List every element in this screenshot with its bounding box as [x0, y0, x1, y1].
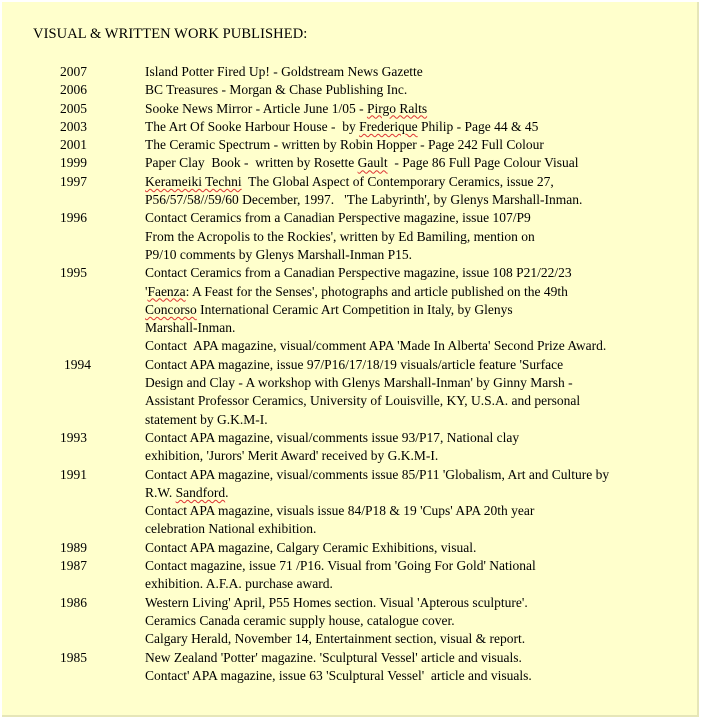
entry-line: Kerameiki Techni The Global Aspect of Contemporary Ceramics, issue 27, [145, 173, 554, 189]
entry-line: 'Faenza: A Feast for the Senses', photographs and article published on the 49th [145, 283, 568, 299]
entry-line: Contact APA magazine, visuals issue 84/P18 & 19 'Cups' APA 20th year [145, 503, 535, 519]
entry-line: Marshall-Inman. [145, 320, 236, 336]
entry-line: Island Potter Fired Up! - Goldstream News Gazette [145, 64, 423, 79]
entry-year: 1989 [60, 539, 87, 555]
entry-line: The Ceramic Spectrum - written by Robin Hopper - Page 242 Full Colour [145, 137, 544, 153]
entry-line: Contact' APA magazine, issue 63 'Sculptural Vessel' article and visuals. [145, 667, 532, 683]
entry-year: 2007 [60, 64, 87, 79]
entry-year: 1991 [60, 466, 87, 482]
entry-line: Calgary Herald, November 14, Entertainment section, visual & report. [145, 631, 526, 647]
entry-year: 1996 [60, 210, 87, 226]
entry-line: Design and Clay - A workshop with Glenys Marshall-Inman' by Ginny Marsh - [145, 375, 573, 391]
publication-entry [2, 209, 699, 264]
entry-line: statement by G.K.M-I. [145, 411, 268, 427]
entry-line: Contact APA magazine, visual/comments issue 93/P17, National clay [145, 429, 520, 445]
publication-entry [2, 466, 699, 539]
entry-year: 2001 [60, 137, 87, 153]
entry-year: 1997 [60, 173, 87, 189]
section-heading: VISUAL & WRITTEN WORK PUBLISHED: [33, 26, 308, 42]
entry-line: Contact APA magazine, Calgary Ceramic Exhibitions, visual. [145, 539, 477, 555]
entry-line: Assistant Professor Ceramics, University of Louisville, KY, U.S.A. and personal [145, 393, 581, 409]
entry-year: 2003 [60, 118, 87, 134]
entry-line: New Zealand 'Potter' magazine. 'Sculptural Vessel' article and visuals. [145, 649, 522, 665]
entry-line: The Art Of Sooke Harbour House - by Frederique Philip - Page 44 & 45 [145, 118, 539, 134]
publication-entry [2, 264, 699, 355]
publication-entry [2, 81, 699, 99]
entry-year: 1995 [60, 265, 87, 281]
publication-entry [2, 539, 699, 557]
entry-line: P9/10 comments by Glenys Marshall-Inman P15. [145, 246, 412, 262]
entry-line: Contact Ceramics from a Canadian Perspective magazine, issue 108 P21/22/23 [145, 265, 572, 281]
publication-entry [2, 356, 699, 429]
publication-entry [2, 649, 699, 686]
entry-year: 1985 [60, 649, 87, 665]
entry-line: BC Treasures - Morgan & Chase Publishing Inc. [145, 82, 408, 98]
entry-line: From the Acropolis to the Rockies', written by Ed Bamiling, mention on [145, 228, 535, 244]
entry-line: exhibition. A.F.A. purchase award. [145, 576, 333, 592]
publication-entry [2, 136, 699, 154]
entry-line: Sooke News Mirror - Article June 1/05 - Pirgo Ralts [145, 100, 428, 116]
entry-year: 1987 [60, 558, 87, 574]
entry-line: Contact APA magazine, visual/comments issue 85/P11 'Globalism, Art and Culture by [145, 466, 610, 482]
entry-year: 1999 [60, 155, 87, 171]
entry-year: 1986 [60, 594, 87, 610]
entry-line: Concorso International Ceramic Art Competition in Italy, by Glenys [145, 301, 513, 317]
publication-entry [2, 63, 699, 81]
entry-year: 1993 [60, 429, 87, 445]
entry-year: 1994 [64, 356, 91, 372]
entry-line: celebration National exhibition. [145, 521, 317, 537]
publication-entry [2, 100, 699, 118]
entry-line: exhibition, 'Jurors' Merit Award' received by G.K.M-I. [145, 448, 439, 464]
publication-entry [2, 118, 699, 136]
document-page [2, 2, 699, 717]
entry-line: P56/57/58//59/60 December, 1997. 'The Labyrinth', by Glenys Marshall-Inman. [145, 192, 583, 208]
publication-entry [2, 154, 699, 172]
entry-line: Contact APA magazine, visual/comment APA 'Made In Alberta' Second Prize Award. [145, 338, 607, 354]
publication-entry [2, 429, 699, 466]
entry-line: Contact Ceramics from a Canadian Perspective magazine, issue 107/P9 [145, 210, 531, 226]
entry-line: Ceramics Canada ceramic supply house, catalogue cover. [145, 612, 455, 628]
entry-line: R.W. Sandford. [145, 484, 229, 500]
publication-entry [2, 173, 699, 210]
publication-list [2, 63, 699, 685]
entry-year: 2006 [60, 82, 87, 98]
publication-entry [2, 557, 699, 594]
entry-line: Paper Clay Book - written by Rosette Gault - Page 86 Full Page Colour Visual [145, 155, 579, 171]
publication-entry [2, 594, 699, 649]
entry-line: Western Living' April, P55 Homes section. Visual 'Apterous sculpture'. [145, 594, 528, 610]
entry-line: Contact APA magazine, issue 97/P16/17/18/19 visuals/article feature 'Surface [145, 356, 564, 372]
entry-line: Contact magazine, issue 71 /P16. Visual from 'Going For Gold' National [145, 558, 536, 574]
entry-year: 2005 [60, 100, 87, 116]
